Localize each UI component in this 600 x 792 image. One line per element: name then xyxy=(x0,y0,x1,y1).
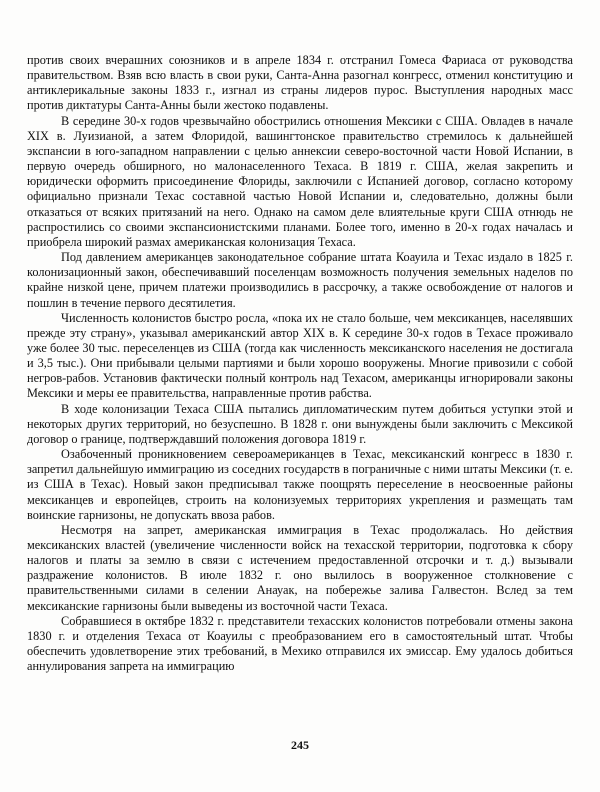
paragraph-3: Под давлением американцев законодательное собрание штата Коауила и Техас издало в 1825 г. колонизационный закон, обеспечивавший поселенцам возможность получения земельных наделов по крайне низкой цене, причем платежи производились в рассрочку, а также освобождение от налогов и пошлин в течение первого десятилетия. xyxy=(27,250,573,310)
paragraph-7: Несмотря на запрет, американская иммиграция в Техас продолжалась. Но действия мексиканских властей (увеличение численности войск на техасской территории, подготовка к сбору налогов и платы за землю в связи с истечением предоставленной отсрочки и т. д.) вызывали раздражение колонистов. В июле 1832 г. оно вылилось в вооруженное столкновение с правительственными силами в селении Анауак, на побережье залива Галвестон. Вслед за тем мексиканские гарнизоны были выведены из восточной части Техаса. xyxy=(27,522,573,613)
paragraph-8: Собравшиеся в октябре 1832 г. представители техасских колонистов потребовали отмены закона 1830 г. и отделения Техаса от Коауилы с преобразованием его в самостоятельный штат. Чтобы обеспечить удовлетворение этих требований, в Мехико отправился их эмиссар. Ему удалось добиться аннулирования запрета на иммиграцию xyxy=(27,613,573,674)
paragraph-4: Численность колонистов быстро росла, «пока их не стало больше, чем мексиканцев, населявших прежде эту страну», указывал американский автор XIX в. К середине 30-х годов в Техасе проживало уже более 30 тыс. переселенцев из США (тогда как численность мексиканского населения не достигала и 3,5 тыс.). Они прибывали целыми партиями и были хорошо вооружены. Многие привозили с собой негров-рабов. Установив фактически полный контроль над Техасом, американцы игнорировали законы Мексики и меры ее правительства, направленные против рабства. xyxy=(27,310,573,401)
paragraph-5: В ходе колонизации Техаса США пытались дипломатическим путем добиться уступки этой и некоторых других территорий, но безуспешно. В 1828 г. они вынуждены были заключить с Мексикой договор о границе, подтверждавший положения договора 1819 г. xyxy=(27,401,573,446)
page-number: 245 xyxy=(291,738,309,752)
paragraph-2: В середине 30-х годов чрезвычайно обострились отношения Мексики с США. Овладев в начале XIX в. Луизианой, а затем Флоридой, вашингтонское правительство стремилось к дальнейшей экспансии в юго-западном направлении с целью аннексии северо-восточной части Новой Испании, в первую очередь обширного, но малонаселенного Техаса. В 1819 г. США, желая закрепить и юридически оформить присоединение Флориды, заключили с Испанией договор, согласно которому официально признали Техас составной частью Новой Испании и, следовательно, должны были отказаться от всяких притязаний на него. Однако на самом деле влиятельные круги США отнюдь не распростились со своими экспансионистскими планами. Более того, именно в 20-х годах началась и приобрела широкий размах американская колонизация Техаса. xyxy=(27,113,573,249)
paragraph-1: против своих вчерашних союзников и в апреле 1834 г. отстранил Гомеса Фариаса от руководства правительством. Взяв всю власть в свои руки, Санта-Анна разогнал конгресс, отменил конституцию и антиклерикальные законы 1833 г., изгнал из страны лидеров пурос. Выступления народных масс против диктатуры Санта-Анны были жестоко подавлены. xyxy=(27,53,573,113)
body-text xyxy=(27,53,573,674)
paragraph-6: Озабоченный проникновением североамериканцев в Техас, мексиканский конгресс в 1830 г. запретил дальнейшую иммиграцию из соседних государств в пограничные с ними штаты Мексики (т. е. из США в Техас). Новый закон предписывал также поощрять переселение в неосвоенные районы мексиканцев и европейцев, строить на колонизуемых территориях укрепления и размещать там воинские гарнизоны, не допускать ввоза рабов. xyxy=(27,447,573,522)
